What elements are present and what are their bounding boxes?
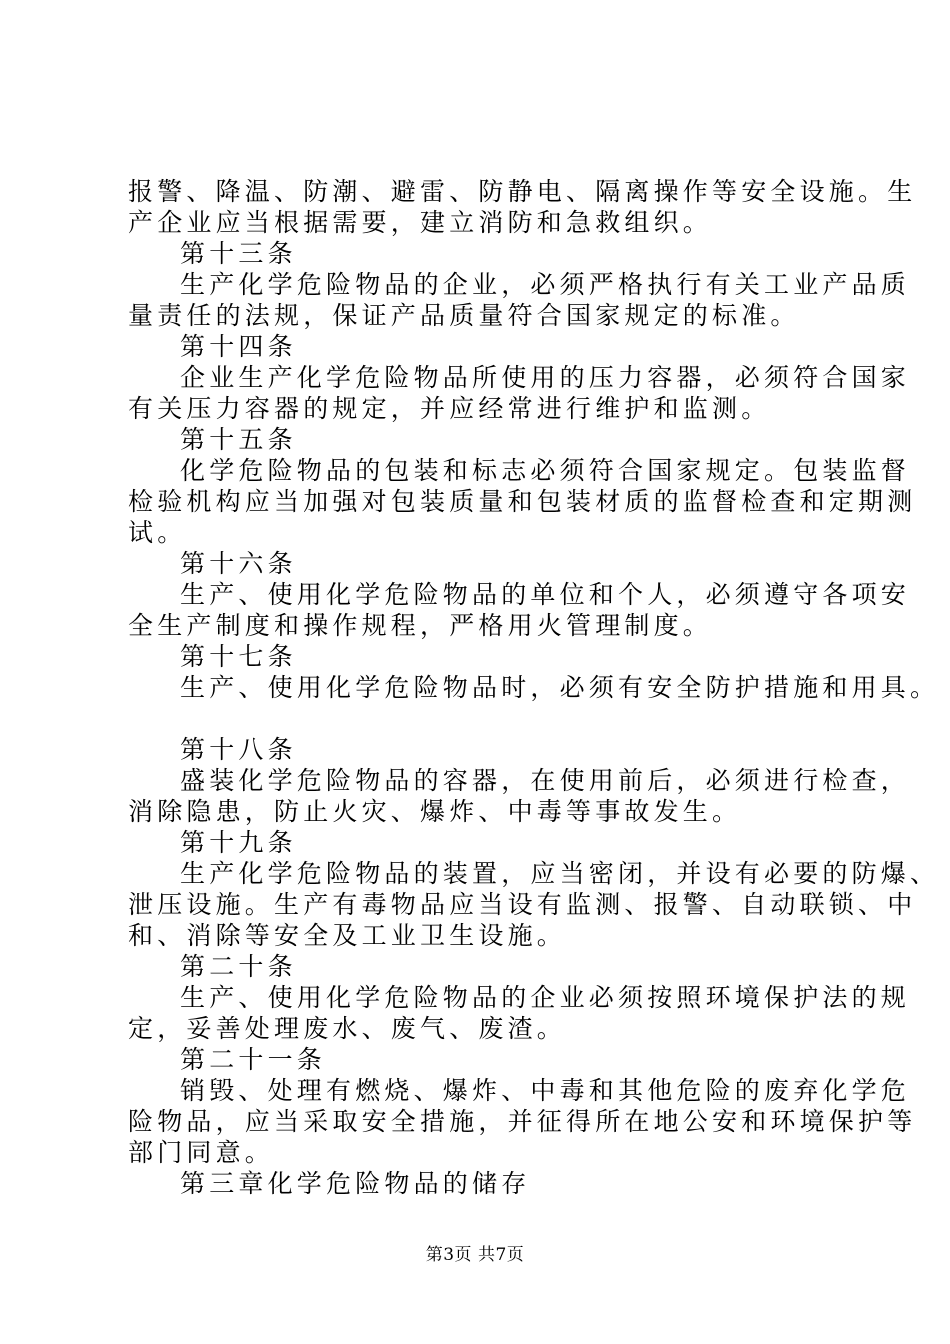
chapter-heading: 第三章化学危险物品的储存: [180, 1169, 531, 1198]
body-line: 泄压设施。生产有毒物品应当设有监测、报警、自动联锁、中: [128, 890, 917, 919]
body-line: 部门同意。: [128, 1138, 275, 1167]
body-line: 量责任的法规，保证产品质量符合国家规定的标准。: [128, 301, 800, 330]
article-heading: 第十九条: [180, 828, 297, 857]
body-line: 全生产制度和操作规程，严格用火管理制度。: [128, 611, 713, 640]
article-heading: 第二十条: [180, 952, 297, 981]
article-heading: 第十五条: [180, 425, 297, 454]
article-heading: 第十三条: [180, 239, 297, 268]
article-heading: 第十七条: [180, 642, 297, 671]
body-line: 定，妥善处理废水、废气、废渣。: [128, 1014, 567, 1043]
document-body: [128, 176, 940, 1199]
body-line: 和、消除等安全及工业卫生设施。: [128, 921, 567, 950]
body-line: 盛装化学危险物品的容器，在使用前后，必须进行检查，: [180, 766, 911, 795]
body-line: 化学危险物品的包装和标志必须符合国家规定。包装监督: [180, 456, 911, 485]
article-heading: 第十六条: [180, 549, 297, 578]
page-number-footer: 第3页 共7页: [425, 1245, 525, 1265]
body-line: 检验机构应当加强对包装质量和包装材质的监督检查和定期测: [128, 487, 917, 516]
body-line: 生产化学危险物品的装置，应当密闭，并设有必要的防爆、: [180, 859, 940, 888]
body-line: 产企业应当根据需要，建立消防和急救组织。: [128, 208, 713, 237]
body-line: 消除隐患，防止火灾、爆炸、中毒等事故发生。: [128, 797, 742, 826]
body-line: 生产、使用化学危险物品的单位和个人，必须遵守各项安: [180, 580, 911, 609]
blank-line: [128, 703, 840, 734]
article-heading: 第十八条: [180, 735, 297, 764]
body-line: 险物品，应当采取安全措施，并征得所在地公安和环境保护等: [128, 1107, 917, 1136]
article-heading: 第二十一条: [180, 1045, 327, 1074]
body-line: 生产化学危险物品的企业，必须严格执行有关工业产品质: [180, 270, 911, 299]
body-line: 生产、使用化学危险物品的企业必须按照环境保护法的规: [180, 983, 911, 1012]
body-line: 试。: [128, 518, 187, 547]
body-line: 销毁、处理有燃烧、爆炸、中毒和其他危险的废弃化学危: [180, 1076, 911, 1105]
body-line: 企业生产化学危险物品所使用的压力容器，必须符合国家: [180, 363, 911, 392]
body-line: 报警、降温、防潮、避雷、防静电、隔离操作等安全设施。生: [128, 177, 917, 206]
article-heading: 第十四条: [180, 332, 297, 361]
body-line: 生产、使用化学危险物品时，必须有安全防护措施和用具。: [180, 673, 940, 702]
body-line: 有关压力容器的规定，并应经常进行维护和监测。: [128, 394, 771, 423]
